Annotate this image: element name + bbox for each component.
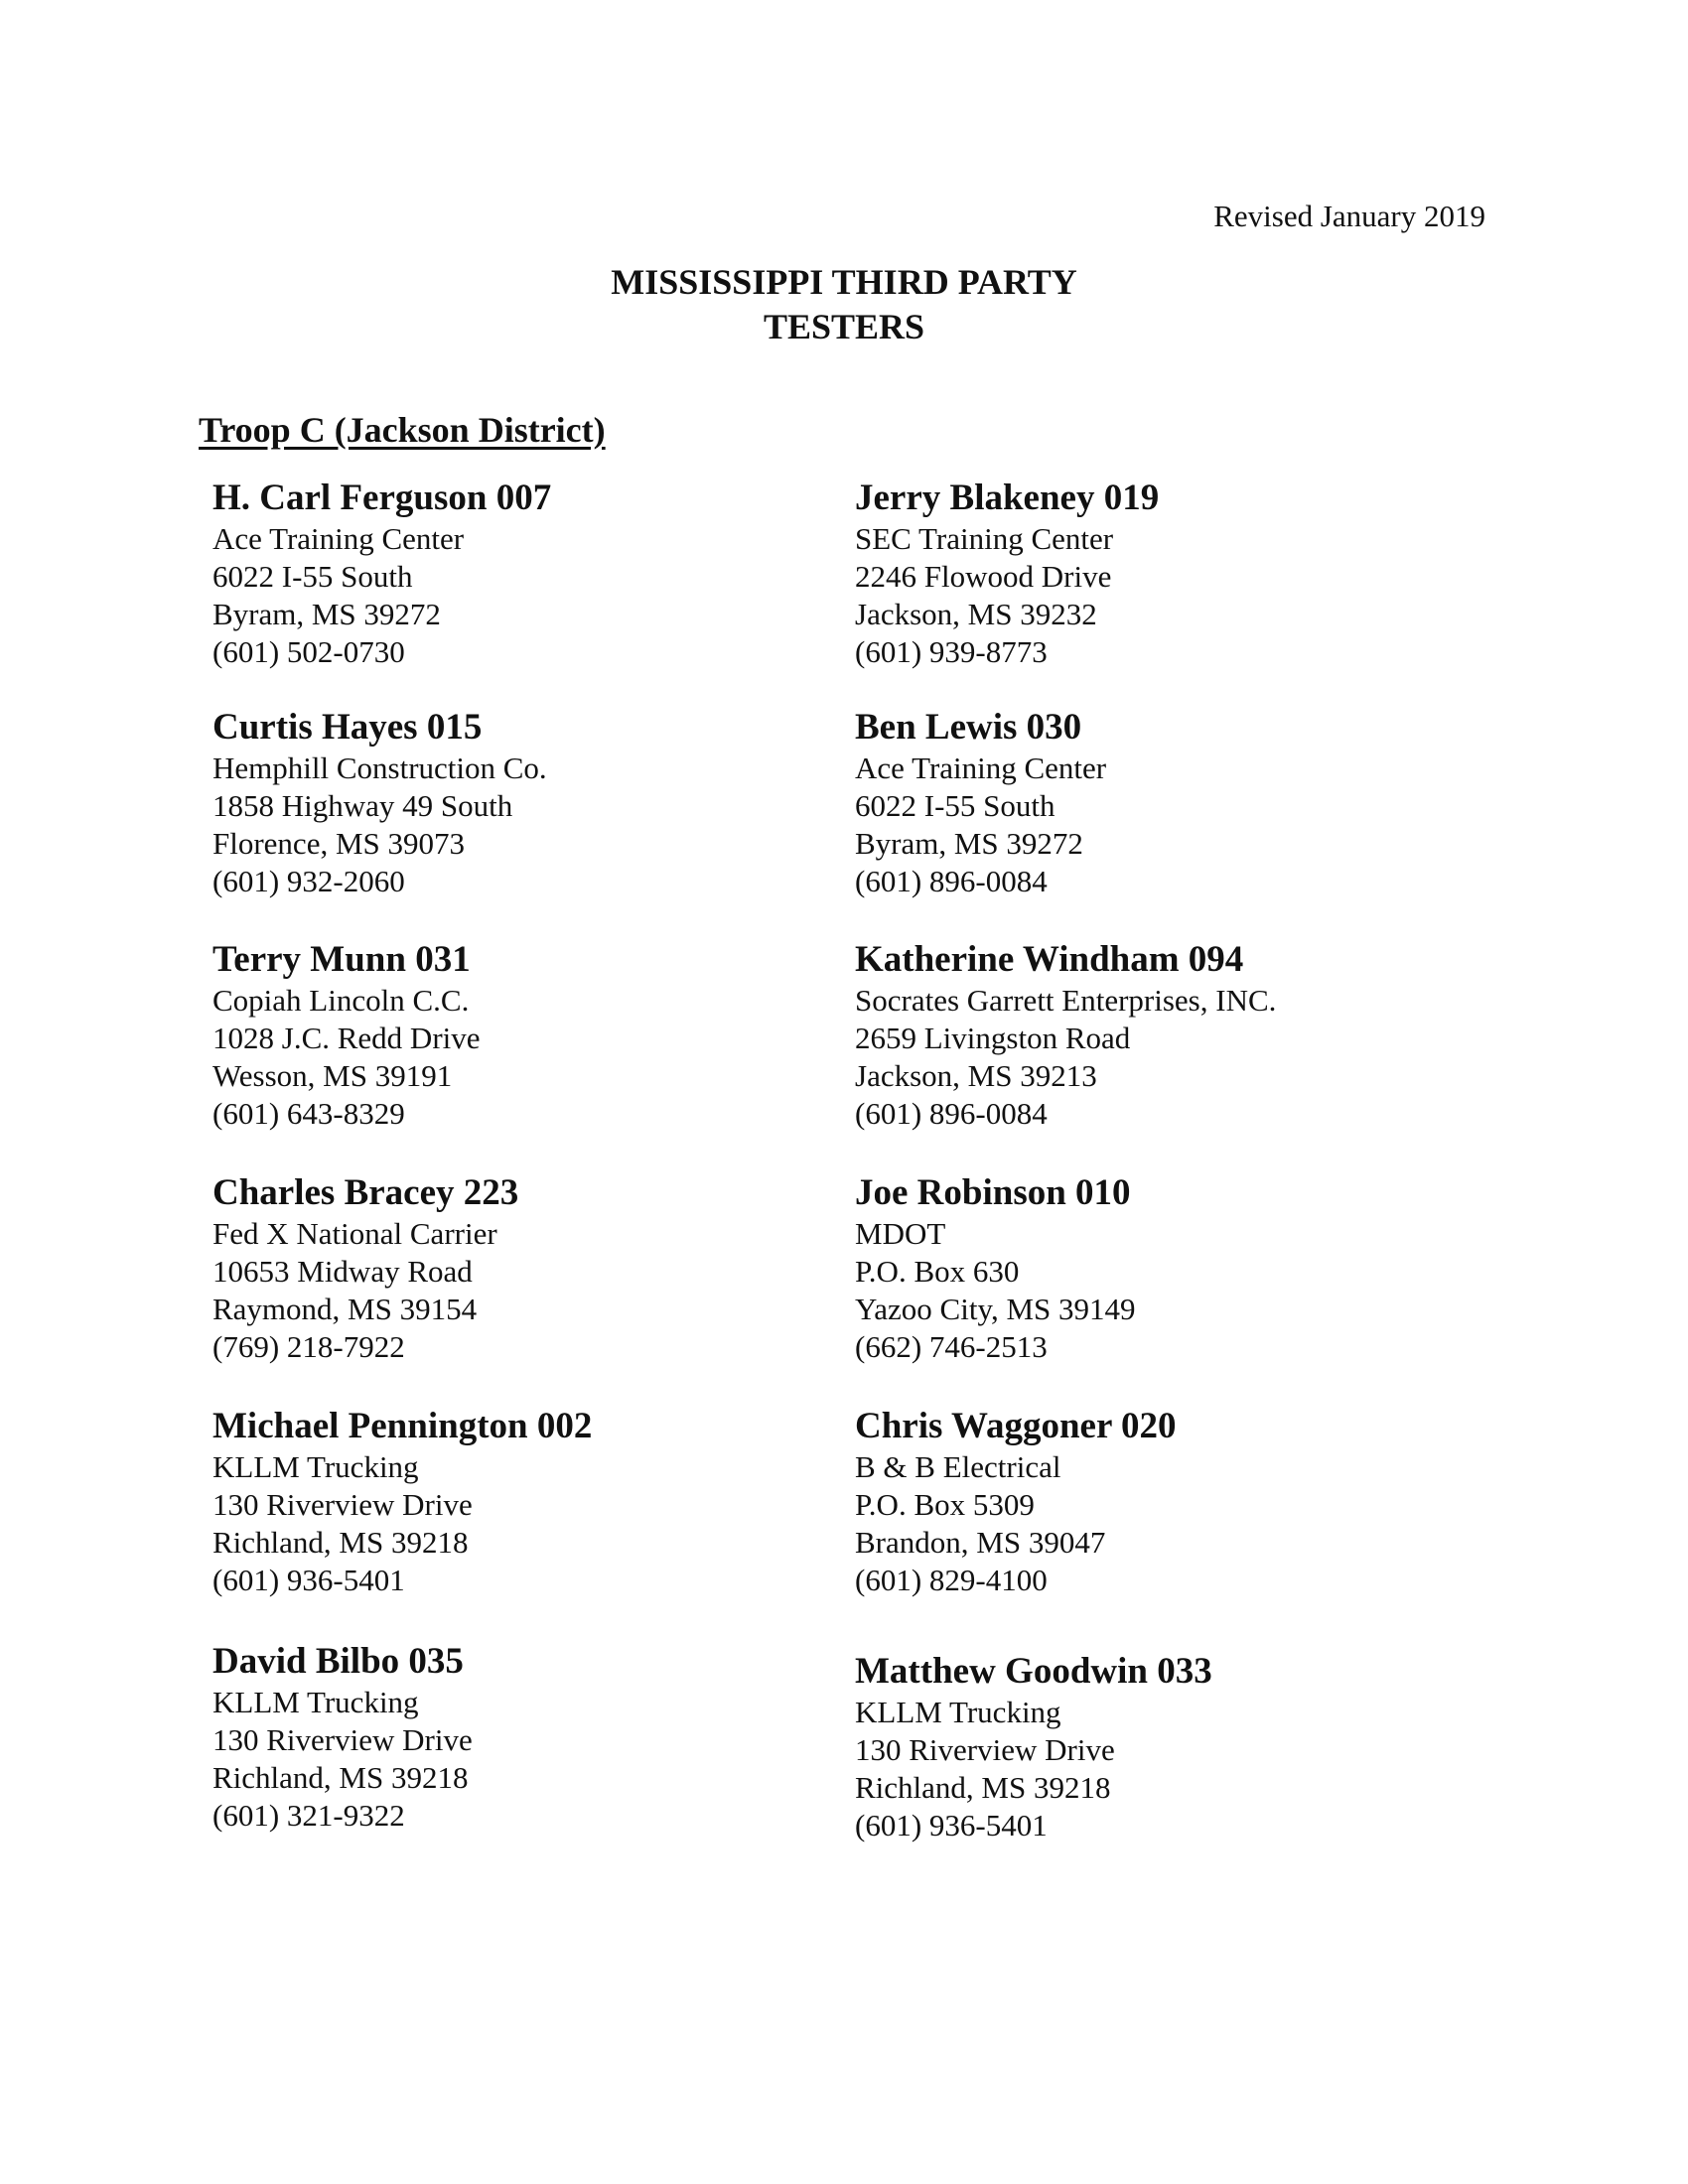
- tester-entry: [855, 1650, 1490, 1844]
- tester-address: P.O. Box 5309: [855, 1487, 1035, 1522]
- tester-company: Ace Training Center: [855, 751, 1107, 785]
- tester-address: 10653 Midway Road: [212, 1254, 473, 1289]
- tester-company: Socrates Garrett Enterprises, INC.: [855, 983, 1277, 1018]
- tester-company: Fed X National Carrier: [212, 1216, 497, 1251]
- tester-entry: [212, 938, 848, 1133]
- tester-phone: (769) 218-7922: [212, 1329, 405, 1364]
- tester-name: Curtis Hayes 015: [212, 707, 483, 748]
- tester-company: MDOT: [855, 1216, 946, 1251]
- tester-entry: [855, 1171, 1490, 1366]
- tester-address: 6022 I-55 South: [855, 788, 1055, 823]
- tester-city: Richland, MS 39218: [212, 1525, 469, 1560]
- tester-city: Richland, MS 39218: [855, 1770, 1111, 1805]
- tester-entry: [212, 1171, 848, 1366]
- tester-phone: (601) 502-0730: [212, 634, 405, 669]
- tester-name: Jerry Blakeney 019: [855, 478, 1160, 518]
- tester-name: David Bilbo 035: [212, 1641, 464, 1682]
- tester-phone: (601) 643-8329: [212, 1096, 405, 1131]
- tester-name: Joe Robinson 010: [855, 1172, 1131, 1213]
- tester-phone: (601) 932-2060: [212, 864, 405, 898]
- tester-entry: [212, 706, 848, 900]
- tester-company: B & B Electrical: [855, 1449, 1061, 1484]
- tester-address: 1858 Highway 49 South: [212, 788, 513, 823]
- tester-entry: [855, 938, 1490, 1133]
- title-line-1: MISSISSIPPI THIRD PARTY: [611, 262, 1077, 302]
- tester-name: Katherine Windham 094: [855, 939, 1244, 980]
- tester-name: Charles Bracey 223: [212, 1172, 519, 1213]
- tester-city: Jackson, MS 39232: [855, 597, 1097, 631]
- tester-city: Florence, MS 39073: [212, 826, 466, 861]
- tester-entry: [212, 1640, 848, 1835]
- tester-city: Jackson, MS 39213: [855, 1058, 1097, 1093]
- tester-phone: (601) 936-5401: [855, 1808, 1048, 1843]
- tester-phone: (601) 896-0084: [855, 1096, 1048, 1131]
- title-line-2: TESTERS: [763, 307, 925, 346]
- tester-address: 130 Riverview Drive: [212, 1722, 473, 1757]
- tester-phone: (601) 829-4100: [855, 1563, 1048, 1597]
- tester-address: 1028 J.C. Redd Drive: [212, 1021, 481, 1055]
- tester-city: Wesson, MS 39191: [212, 1058, 453, 1093]
- tester-city: Byram, MS 39272: [855, 826, 1083, 861]
- tester-entry: [855, 1405, 1490, 1599]
- tester-address: 130 Riverview Drive: [855, 1732, 1115, 1767]
- revision-date: Revised January 2019: [1213, 199, 1485, 233]
- document-title: [0, 260, 1688, 349]
- tester-name: Chris Waggoner 020: [855, 1406, 1177, 1446]
- tester-city: Yazoo City, MS 39149: [855, 1292, 1136, 1326]
- tester-city: Brandon, MS 39047: [855, 1525, 1106, 1560]
- tester-entry: [855, 706, 1490, 900]
- tester-company: KLLM Trucking: [855, 1695, 1061, 1729]
- tester-phone: (601) 896-0084: [855, 864, 1048, 898]
- tester-phone: (662) 746-2513: [855, 1329, 1048, 1364]
- tester-phone: (601) 321-9322: [212, 1798, 405, 1833]
- tester-name: H. Carl Ferguson 007: [212, 478, 552, 518]
- tester-city: Byram, MS 39272: [212, 597, 441, 631]
- troop-heading: Troop C (Jackson District): [199, 410, 606, 450]
- tester-company: SEC Training Center: [855, 521, 1114, 556]
- tester-address: 2246 Flowood Drive: [855, 559, 1112, 594]
- tester-address: 2659 Livingston Road: [855, 1021, 1131, 1055]
- tester-phone: (601) 936-5401: [212, 1563, 405, 1597]
- tester-company: Ace Training Center: [212, 521, 465, 556]
- tester-address: P.O. Box 630: [855, 1254, 1020, 1289]
- tester-name: Terry Munn 031: [212, 939, 471, 980]
- tester-phone: (601) 939-8773: [855, 634, 1048, 669]
- tester-entry: [212, 477, 848, 671]
- tester-company: KLLM Trucking: [212, 1449, 419, 1484]
- tester-city: Richland, MS 39218: [212, 1760, 469, 1795]
- tester-company: Copiah Lincoln C.C.: [212, 983, 470, 1018]
- tester-company: KLLM Trucking: [212, 1685, 419, 1719]
- tester-company: Hemphill Construction Co.: [212, 751, 547, 785]
- tester-name: Matthew Goodwin 033: [855, 1651, 1212, 1692]
- tester-name: Michael Pennington 002: [212, 1406, 593, 1446]
- tester-address: 130 Riverview Drive: [212, 1487, 473, 1522]
- tester-address: 6022 I-55 South: [212, 559, 413, 594]
- tester-name: Ben Lewis 030: [855, 707, 1082, 748]
- tester-entry: [212, 1405, 848, 1599]
- tester-city: Raymond, MS 39154: [212, 1292, 478, 1326]
- tester-entry: [855, 477, 1490, 671]
